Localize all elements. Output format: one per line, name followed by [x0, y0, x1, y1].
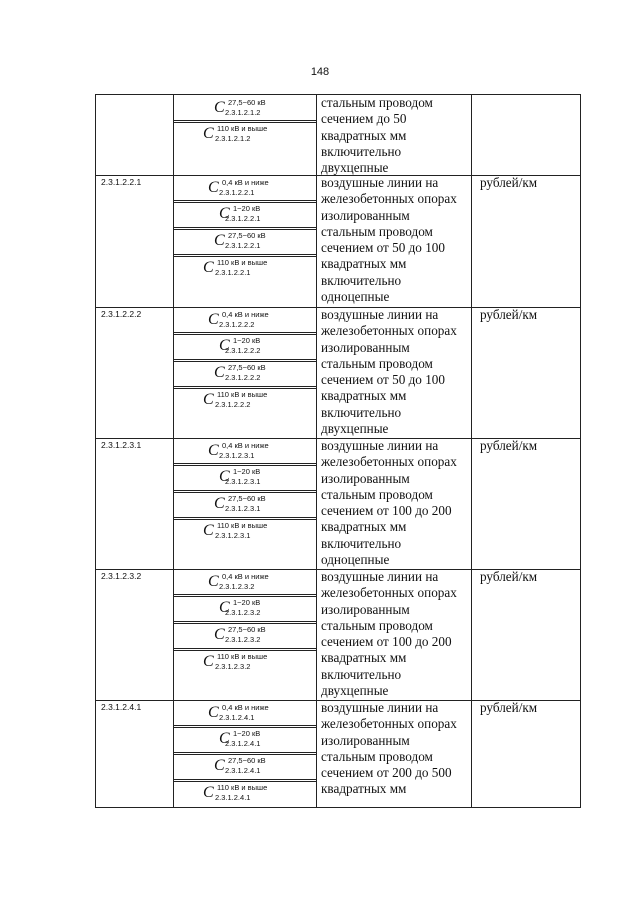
- description-line: воздушные линии на: [321, 569, 439, 584]
- formula-voltage: 110 кВ и выше: [217, 258, 268, 267]
- formula-index: 2.3.1.2.3.2: [225, 608, 261, 617]
- description-line: двухцепные: [321, 160, 389, 176]
- description-line: включительно: [321, 143, 402, 159]
- formula-voltage: 27,5−60 кВ: [228, 98, 266, 107]
- symbol-cell: [174, 95, 316, 121]
- formula-letter: C: [214, 99, 225, 116]
- table-row: [96, 95, 580, 175]
- formula-index: 2.3.1.2.2.1: [219, 188, 255, 197]
- formula-index: 2.3.1.2.3.1: [225, 477, 261, 486]
- description-line: изолированным: [321, 732, 410, 748]
- table-row: [96, 175, 580, 307]
- formula-voltage: 0,4 кВ и ниже: [222, 310, 269, 319]
- formula-letter: C: [203, 259, 214, 276]
- formula-letter: C: [203, 653, 214, 670]
- formula-letter: C: [208, 179, 219, 196]
- description-line: железобетонных опорах: [321, 716, 457, 732]
- description-line: включительно: [321, 535, 402, 551]
- row-unit: рублей/км: [480, 175, 538, 190]
- table-row: [96, 438, 580, 569]
- description-line: квадратных мм: [321, 388, 407, 404]
- formula-index: 2.3.1.2.2.1: [215, 268, 251, 277]
- row-description: [317, 438, 472, 569]
- symbol-column: [174, 438, 317, 569]
- description-line: одноцепные: [321, 289, 390, 305]
- formula-index: 2.3.1.2.2.1: [225, 241, 261, 250]
- row-code: [96, 95, 174, 175]
- cost-formula: [174, 177, 316, 199]
- symbol-cell: [174, 228, 316, 255]
- row-code: 2.3.1.2.3.2: [96, 569, 174, 700]
- cost-formula: [174, 362, 316, 384]
- formula-index: 2.3.1.2.1.2: [225, 108, 261, 117]
- formula-voltage: 1−20 кВ: [233, 467, 261, 476]
- description-line: квадратных мм: [321, 781, 407, 797]
- description-line: изолированным: [321, 207, 410, 223]
- description-line: стальным проводом: [321, 355, 433, 371]
- formula-letter: C: [219, 337, 230, 354]
- cost-formula: [174, 728, 316, 750]
- description-line: сечением до 50: [321, 111, 407, 127]
- description-line: двухцепные: [321, 683, 389, 699]
- formula-voltage: 110 кВ и выше: [217, 124, 268, 133]
- cost-formula: [174, 782, 316, 804]
- cost-formula: [174, 702, 316, 724]
- description-line: включительно: [321, 404, 402, 420]
- symbol-column: [174, 95, 317, 175]
- description-line: стальным проводом: [321, 748, 433, 764]
- page-number: 148: [310, 66, 330, 78]
- formula-voltage: 27,5−60 кВ: [228, 625, 266, 634]
- formula-voltage: 0,4 кВ и ниже: [222, 572, 269, 581]
- row-code: 2.3.1.2.2.1: [96, 175, 174, 307]
- formula-index: 2.3.1.2.1.2: [215, 134, 251, 143]
- formula-letter: C: [219, 599, 230, 616]
- formula-voltage: 27,5−60 кВ: [228, 363, 266, 372]
- description-line: квадратных мм: [321, 519, 407, 535]
- symbol-cell: [174, 780, 316, 808]
- cost-formula: [174, 335, 316, 357]
- description-line: сечением от 200 до 500: [321, 765, 452, 781]
- formula-index: 2.3.1.2.2.2: [225, 346, 261, 355]
- formula-voltage: 110 кВ и выше: [217, 652, 268, 661]
- symbol-cell: [174, 464, 316, 491]
- description-line: железобетонных опорах: [321, 585, 457, 601]
- formula-index: 2.3.1.2.3.1: [215, 531, 251, 540]
- description-line: железобетонных опорах: [321, 191, 457, 207]
- symbol-cell: [174, 438, 316, 464]
- cost-formula: [174, 203, 316, 225]
- symbol-column: [174, 307, 317, 438]
- symbol-cell: [174, 255, 316, 307]
- formula-index: 2.3.1.2.3.2: [225, 635, 261, 644]
- symbol-cell: [174, 307, 316, 333]
- formula-letter: C: [219, 468, 230, 485]
- cost-formula: [174, 123, 316, 145]
- formula-index: 2.3.1.2.3.1: [225, 504, 261, 513]
- symbol-cell: [174, 649, 316, 700]
- row-unit: рублей/км: [480, 438, 538, 453]
- symbol-cell: [174, 518, 316, 569]
- row-description: [317, 307, 472, 438]
- description-line: сечением от 100 до 200: [321, 634, 452, 650]
- row-unit: [472, 95, 588, 175]
- cost-formula: [174, 97, 316, 119]
- symbol-column: [174, 175, 317, 307]
- description-line: включительно: [321, 666, 402, 682]
- row-code: 2.3.1.2.2.2: [96, 307, 174, 438]
- formula-index: 2.3.1.2.2.2: [225, 373, 261, 382]
- formula-letter: C: [203, 522, 214, 539]
- cost-formula: [174, 597, 316, 619]
- formula-index: 2.3.1.2.2.1: [225, 214, 261, 223]
- description-line: двухцепные: [321, 421, 389, 437]
- formula-index: 2.3.1.2.2.2: [215, 400, 251, 409]
- row-unit: рублей/км: [480, 700, 538, 715]
- formula-letter: C: [219, 730, 230, 747]
- description-line: квадратных мм: [321, 256, 407, 272]
- table-row: [96, 569, 580, 700]
- description-line: стальным проводом: [321, 223, 433, 239]
- formula-letter: C: [214, 232, 225, 249]
- symbol-cell: [174, 700, 316, 726]
- description-line: квадратных мм: [321, 650, 407, 666]
- cost-formula: [174, 755, 316, 777]
- formula-voltage: 0,4 кВ и ниже: [222, 703, 269, 712]
- row-code: 2.3.1.2.3.1: [96, 438, 174, 569]
- symbol-cell: [174, 726, 316, 753]
- cost-formula: [174, 230, 316, 252]
- description-line: стальным проводом: [321, 486, 433, 502]
- cost-formula: [174, 309, 316, 331]
- cost-formula: [174, 389, 316, 411]
- formula-letter: C: [214, 495, 225, 512]
- symbol-column: [174, 569, 317, 700]
- row-description: [317, 700, 472, 808]
- formula-voltage: 1−20 кВ: [233, 204, 261, 213]
- tariff-table: [95, 94, 581, 808]
- formula-voltage: 110 кВ и выше: [217, 521, 268, 530]
- symbol-cell: [174, 333, 316, 360]
- formula-index: 2.3.1.2.3.2: [219, 582, 255, 591]
- symbol-cell: [174, 622, 316, 649]
- symbol-cell: [174, 175, 316, 201]
- symbol-cell: [174, 121, 316, 175]
- table-row: [96, 307, 580, 438]
- formula-index: 2.3.1.2.4.1: [225, 739, 261, 748]
- formula-letter: C: [208, 573, 219, 590]
- description-line: воздушные линии на: [321, 307, 439, 322]
- formula-index: 2.3.1.2.2.2: [219, 320, 255, 329]
- formula-voltage: 1−20 кВ: [233, 729, 261, 738]
- formula-voltage: 110 кВ и выше: [217, 783, 268, 792]
- symbol-cell: [174, 491, 316, 518]
- description-line: стальным проводом: [321, 617, 433, 633]
- description-line: сечением от 50 до 100: [321, 372, 445, 388]
- symbol-cell: [174, 201, 316, 228]
- formula-index: 2.3.1.2.4.1: [219, 713, 255, 722]
- table-row: [96, 700, 580, 808]
- cost-formula: [174, 466, 316, 488]
- description-line: стальным проводом: [321, 95, 433, 110]
- description-line: сечением от 50 до 100: [321, 240, 445, 256]
- cost-formula: [174, 571, 316, 593]
- formula-voltage: 110 кВ и выше: [217, 390, 268, 399]
- formula-letter: C: [203, 125, 214, 142]
- description-line: изолированным: [321, 601, 410, 617]
- symbol-column: [174, 700, 317, 808]
- formula-voltage: 27,5−60 кВ: [228, 756, 266, 765]
- formula-voltage: 1−20 кВ: [233, 598, 261, 607]
- formula-voltage: 27,5−60 кВ: [228, 231, 266, 240]
- symbol-cell: [174, 360, 316, 387]
- formula-index: 2.3.1.2.4.1: [215, 793, 251, 802]
- cost-formula: [174, 520, 316, 542]
- cost-formula: [174, 257, 316, 279]
- formula-letter: C: [203, 391, 214, 408]
- description-line: воздушные линии на: [321, 175, 439, 190]
- formula-index: 2.3.1.2.3.2: [215, 662, 251, 671]
- symbol-cell: [174, 595, 316, 622]
- symbol-cell: [174, 569, 316, 595]
- row-description: [317, 175, 472, 307]
- formula-index: 2.3.1.2.3.1: [219, 451, 255, 460]
- description-line: железобетонных опорах: [321, 454, 457, 470]
- symbol-cell: [174, 387, 316, 438]
- row-description: [317, 95, 472, 175]
- description-line: воздушные линии на: [321, 438, 439, 453]
- description-line: изолированным: [321, 470, 410, 486]
- formula-letter: C: [203, 784, 214, 801]
- description-line: одноцепные: [321, 552, 390, 568]
- formula-voltage: 0,4 кВ и ниже: [222, 178, 269, 187]
- formula-letter: C: [214, 757, 225, 774]
- description-line: железобетонных опорах: [321, 323, 457, 339]
- formula-voltage: 27,5−60 кВ: [228, 494, 266, 503]
- symbol-cell: [174, 753, 316, 780]
- row-unit: рублей/км: [480, 569, 538, 584]
- row-code: 2.3.1.2.4.1: [96, 700, 174, 808]
- formula-letter: C: [214, 626, 225, 643]
- cost-formula: [174, 493, 316, 515]
- description-line: изолированным: [321, 339, 410, 355]
- description-line: включительно: [321, 272, 402, 288]
- row-description: [317, 569, 472, 700]
- formula-letter: C: [219, 205, 230, 222]
- formula-voltage: 0,4 кВ и ниже: [222, 441, 269, 450]
- formula-letter: C: [208, 704, 219, 721]
- formula-letter: C: [208, 442, 219, 459]
- description-line: сечением от 100 до 200: [321, 503, 452, 519]
- description-line: квадратных мм: [321, 127, 407, 143]
- formula-letter: C: [214, 364, 225, 381]
- cost-formula: [174, 624, 316, 646]
- description-line: воздушные линии на: [321, 700, 439, 715]
- formula-index: 2.3.1.2.4.1: [225, 766, 261, 775]
- formula-voltage: 1−20 кВ: [233, 336, 261, 345]
- cost-formula: [174, 440, 316, 462]
- row-unit: рублей/км: [480, 307, 538, 322]
- formula-letter: C: [208, 311, 219, 328]
- cost-formula: [174, 651, 316, 673]
